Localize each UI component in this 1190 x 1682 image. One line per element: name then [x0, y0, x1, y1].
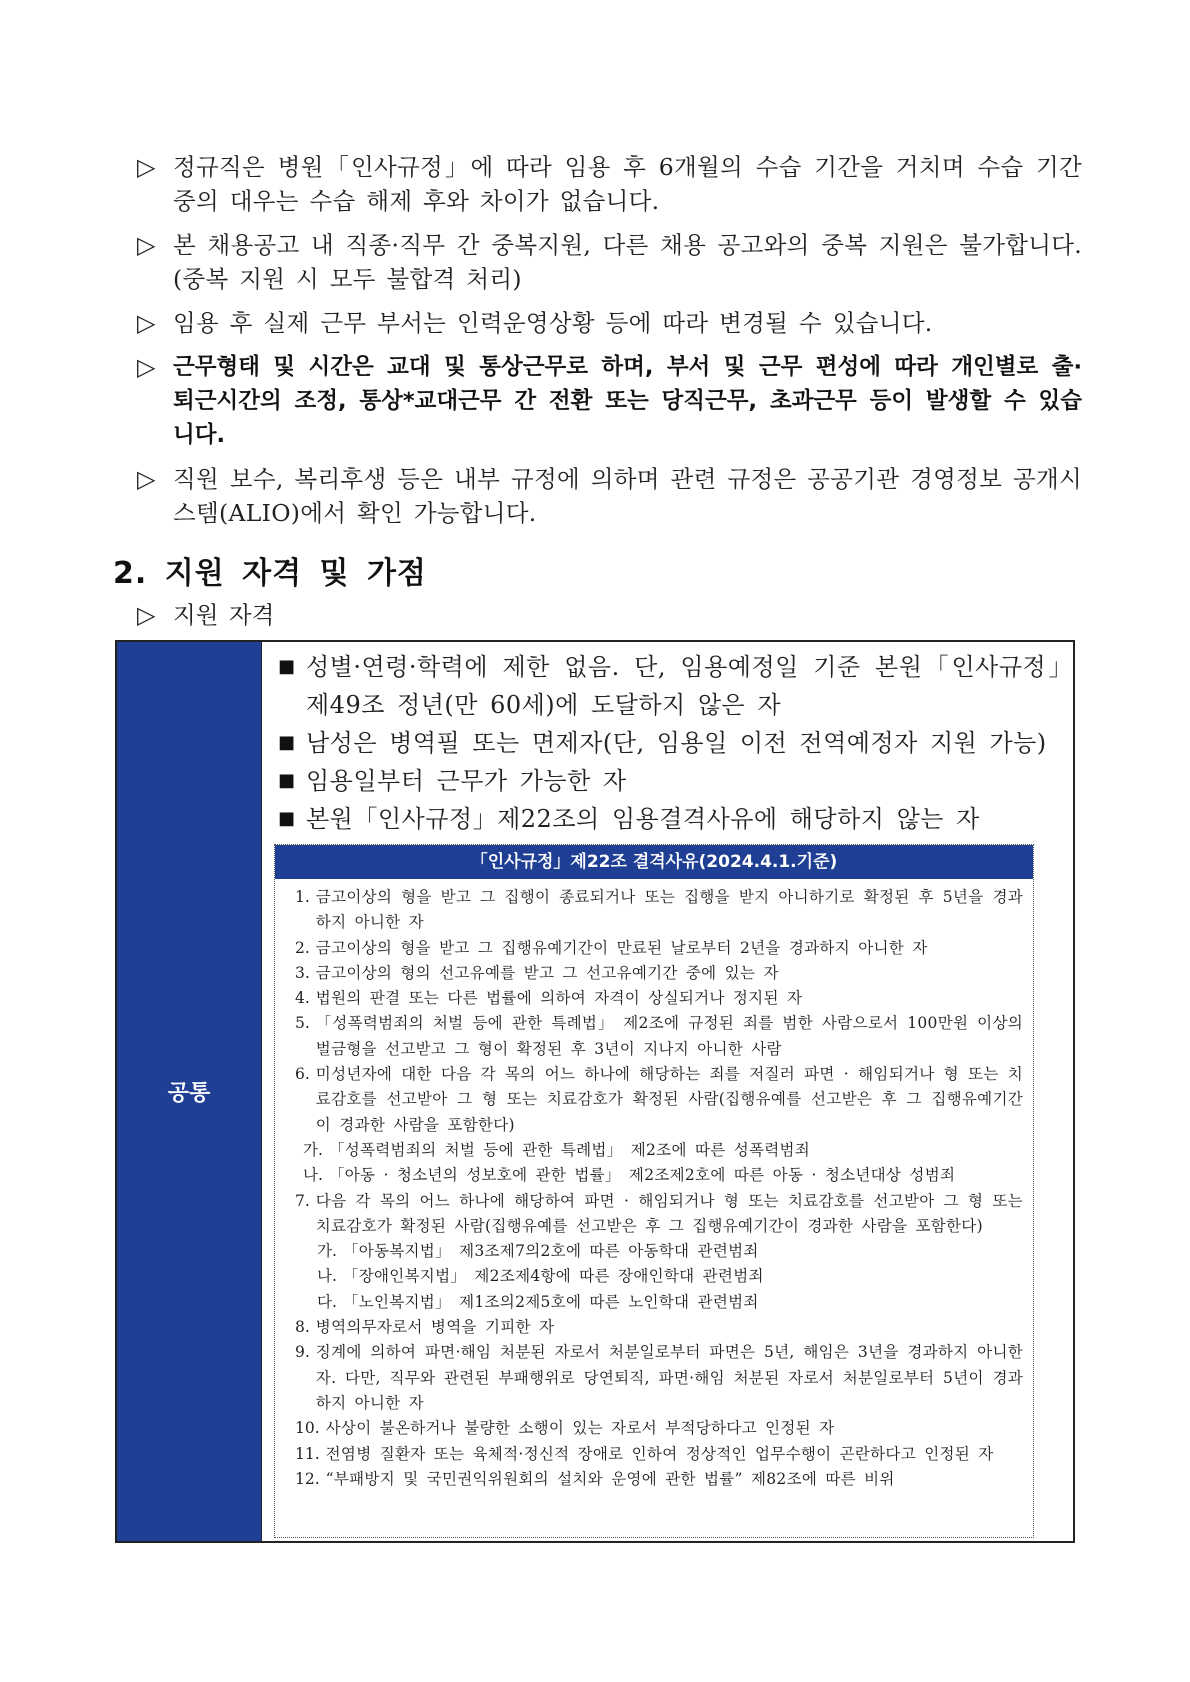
notice-text: 본 채용공고 내 직종·직무 간 중복지원, 다른 채용 공고와의 중복 지원은 불가합니다. (중복 지원 시 모두 불합격 처리) [173, 231, 1082, 293]
requirement-item [278, 724, 1073, 762]
item-number: 10. [295, 1419, 320, 1438]
item-number: 1. [295, 888, 310, 906]
item-text: 전염병 질환자 또는 육체적·정신적 장애로 인하여 정상적인 업무수행이 곤란하다고 인정된 자 [325, 1444, 994, 1463]
disqualification-item [295, 1011, 1023, 1062]
requirement-item [278, 648, 1073, 724]
item-text: 미성년자에 대한 다음 각 목의 어느 하나에 해당하는 죄를 저질러 파면 · 해임되거나 형 또는 치료감호를 선고받아 그 형 또는 치료감호가 확정된 사람(집행유예를 선고받은 후 그 집행유예기간이 경과한 사람을 포함한다) [315, 1065, 1023, 1134]
disqualification-item [295, 986, 1023, 1011]
requirement-text: 임용일부터 근무가 가능한 자 [306, 767, 627, 795]
item-number: 3. [295, 963, 310, 982]
item-number: 9. [295, 1343, 310, 1362]
requirement-list [278, 648, 1073, 838]
disqualification-item [295, 885, 1023, 936]
item-number: 다. [317, 1292, 337, 1311]
triangle-bullet-icon: ▷ [137, 309, 156, 337]
disqualification-list [275, 879, 1033, 1492]
disqualification-item [295, 1416, 1023, 1441]
disqualification-item [295, 1138, 1023, 1163]
disqualification-item [295, 1467, 1023, 1492]
disqualification-item [295, 936, 1023, 961]
item-number: 5. [295, 1014, 310, 1033]
notice-text: 직원 보수, 복리후생 등은 내부 규정에 의하며 관련 규정은 공공기관 경영정보 공개시스템(ALIO)에서 확인 가능합니다. [173, 465, 1082, 527]
square-bullet-icon: ■ [278, 656, 296, 677]
triangle-bullet-icon: ▷ [137, 353, 156, 381]
requirement-text: 본원「인사규정」제22조의 임용결격사유에 해당하지 않는 자 [306, 805, 980, 833]
disqualification-item [295, 1239, 1023, 1264]
requirement-text: 남성은 병역필 또는 면제자(단, 임용일 이전 전역예정자 지원 가능) [306, 729, 1047, 757]
item-text: 「성폭력범죄의 처벌 등에 관한 특례법」 제2조에 규정된 죄를 범한 사람으로서 100만원 이상의 벌금형을 선고받고 그 형이 확정된 후 3년이 지나지 아니한 사람 [315, 1014, 1023, 1058]
item-number: 4. [295, 989, 310, 1008]
square-bullet-icon: ■ [278, 808, 296, 829]
triangle-bullet-icon: ▷ [137, 601, 156, 629]
item-number: 나. [317, 1267, 337, 1286]
item-number: 6. [295, 1065, 310, 1084]
item-number: 8. [295, 1318, 310, 1337]
disqualification-item [295, 961, 1023, 986]
item-number: 가. [317, 1242, 337, 1261]
disqualification-item [295, 1290, 1023, 1315]
item-number: 나. [303, 1166, 323, 1185]
item-text: 「장애인복지법」 제2조제4항에 따른 장애인학대 관련범죄 [342, 1267, 764, 1286]
item-number: 2. [295, 938, 310, 957]
notice-item [137, 228, 1082, 296]
subsection-heading [137, 598, 274, 632]
item-text: 「아동 · 청소년의 성보호에 관한 법률」 제2조제2호에 따른 아동 · 청소년대상 성범죄 [328, 1166, 956, 1185]
disqualification-item [295, 1062, 1023, 1138]
item-text: 「성폭력범죄의 처벌 등에 관한 특례법」 제2조에 따른 성폭력범죄 [328, 1140, 811, 1159]
triangle-bullet-icon: ▷ [137, 465, 156, 493]
disqualification-item [295, 1189, 1023, 1240]
requirement-text: 성별·연령·학력에 제한 없음. 단, 임용예정일 기준 본원「인사규정」제49조 정년(만 60세)에 도달하지 않은 자 [306, 653, 1073, 719]
triangle-bullet-icon: ▷ [137, 231, 156, 259]
notice-text: 근무형태 및 시간은 교대 및 통상근무로 하며, 부서 및 근무 편성에 따라 개인별로 출·퇴근시간의 조정, 통상*교대근무 간 전환 또는 당직근무, 초과근무 등이 발생할 수 있습니다. [173, 354, 1082, 448]
section-title: 2. 지원 자격 및 가점 [113, 556, 427, 591]
notice-item-bold [137, 350, 1082, 452]
item-text: 징계에 의하여 파면·해임 처분된 자로서 처분일로부터 파면은 5년, 해임은 3년을 경과하지 아니한 자. 다만, 직무와 관련된 부패행위로 당연퇴직, 파면·해임 처분된 자로서 처분일로부터 5년이 경과하지 아니한 자 [315, 1343, 1023, 1412]
disqualification-item [295, 1340, 1023, 1416]
item-text: “부패방지 및 국민권익위원회의 설치와 운영에 관한 법률” 제82조에 따른 비위 [325, 1469, 895, 1488]
item-number: 7. [295, 1191, 310, 1210]
item-text: 법원의 판결 또는 다른 법률에 의하여 자격이 상실되거나 정지된 자 [315, 989, 803, 1008]
square-bullet-icon: ■ [278, 732, 296, 753]
subsection-text: 지원 자격 [173, 601, 275, 629]
notice-item [137, 462, 1082, 530]
item-text: 금고이상의 형을 받고 그 집행이 종료되거나 또는 집행을 받지 아니하기로 확정된 후 5년을 경과하지 아니한 자 [315, 888, 1023, 932]
disqualification-item [295, 1163, 1023, 1188]
item-text: 다음 각 목의 어느 하나에 해당하여 파면 · 해임되거나 형 또는 치료감호를 선고받아 그 형 또는 치료감호가 확정된 사람(집행유예를 선고받은 후 그 집행유예기간이 경과한 사람을 포함한다) [315, 1191, 1023, 1235]
notice-item [137, 150, 1082, 218]
triangle-bullet-icon: ▷ [137, 153, 156, 181]
item-text: 「노인복지법」 제1조의2제5호에 따른 노인학대 관련범죄 [342, 1292, 759, 1311]
requirement-item [278, 800, 1073, 838]
notice-list [137, 150, 1082, 540]
item-number: 11. [295, 1444, 320, 1463]
category-label: 공통 [117, 642, 262, 1541]
disqualification-item [295, 1264, 1023, 1289]
notice-item [137, 306, 1082, 340]
disqualification-reference-box [274, 844, 1034, 1538]
item-text: 병역의무자로서 병역을 기피한 자 [315, 1318, 555, 1337]
disqualification-item [295, 1442, 1023, 1467]
qualification-table [115, 640, 1075, 1543]
item-text: 사상이 불온하거나 불량한 소행이 있는 자로서 부적당하다고 인정된 자 [325, 1419, 835, 1438]
reference-title: 「인사규정」제22조 결격사유(2024.4.1.기준) [275, 845, 1033, 879]
item-text: 금고이상의 형을 받고 그 집행유예기간이 만료된 날로부터 2년을 경과하지 아니한 자 [315, 938, 928, 957]
notice-text: 임용 후 실제 근무 부서는 인력운영상황 등에 따라 변경될 수 있습니다. [173, 309, 933, 337]
disqualification-item [295, 1315, 1023, 1340]
notice-text: 정규직은 병원「인사규정」에 따라 임용 후 6개월의 수습 기간을 거치며 수습 기간 중의 대우는 수습 해제 후와 차이가 없습니다. [173, 153, 1082, 215]
item-number: 12. [295, 1469, 320, 1488]
qualification-content [262, 642, 1073, 1541]
requirement-item [278, 762, 1073, 800]
item-text: 「아동복지법」 제3조제7의2호에 따른 아동학대 관련범죄 [342, 1242, 759, 1261]
item-text: 금고이상의 형의 선고유예를 받고 그 선고유예기간 중에 있는 자 [315, 963, 779, 982]
square-bullet-icon: ■ [278, 770, 296, 791]
item-number: 가. [303, 1140, 323, 1159]
